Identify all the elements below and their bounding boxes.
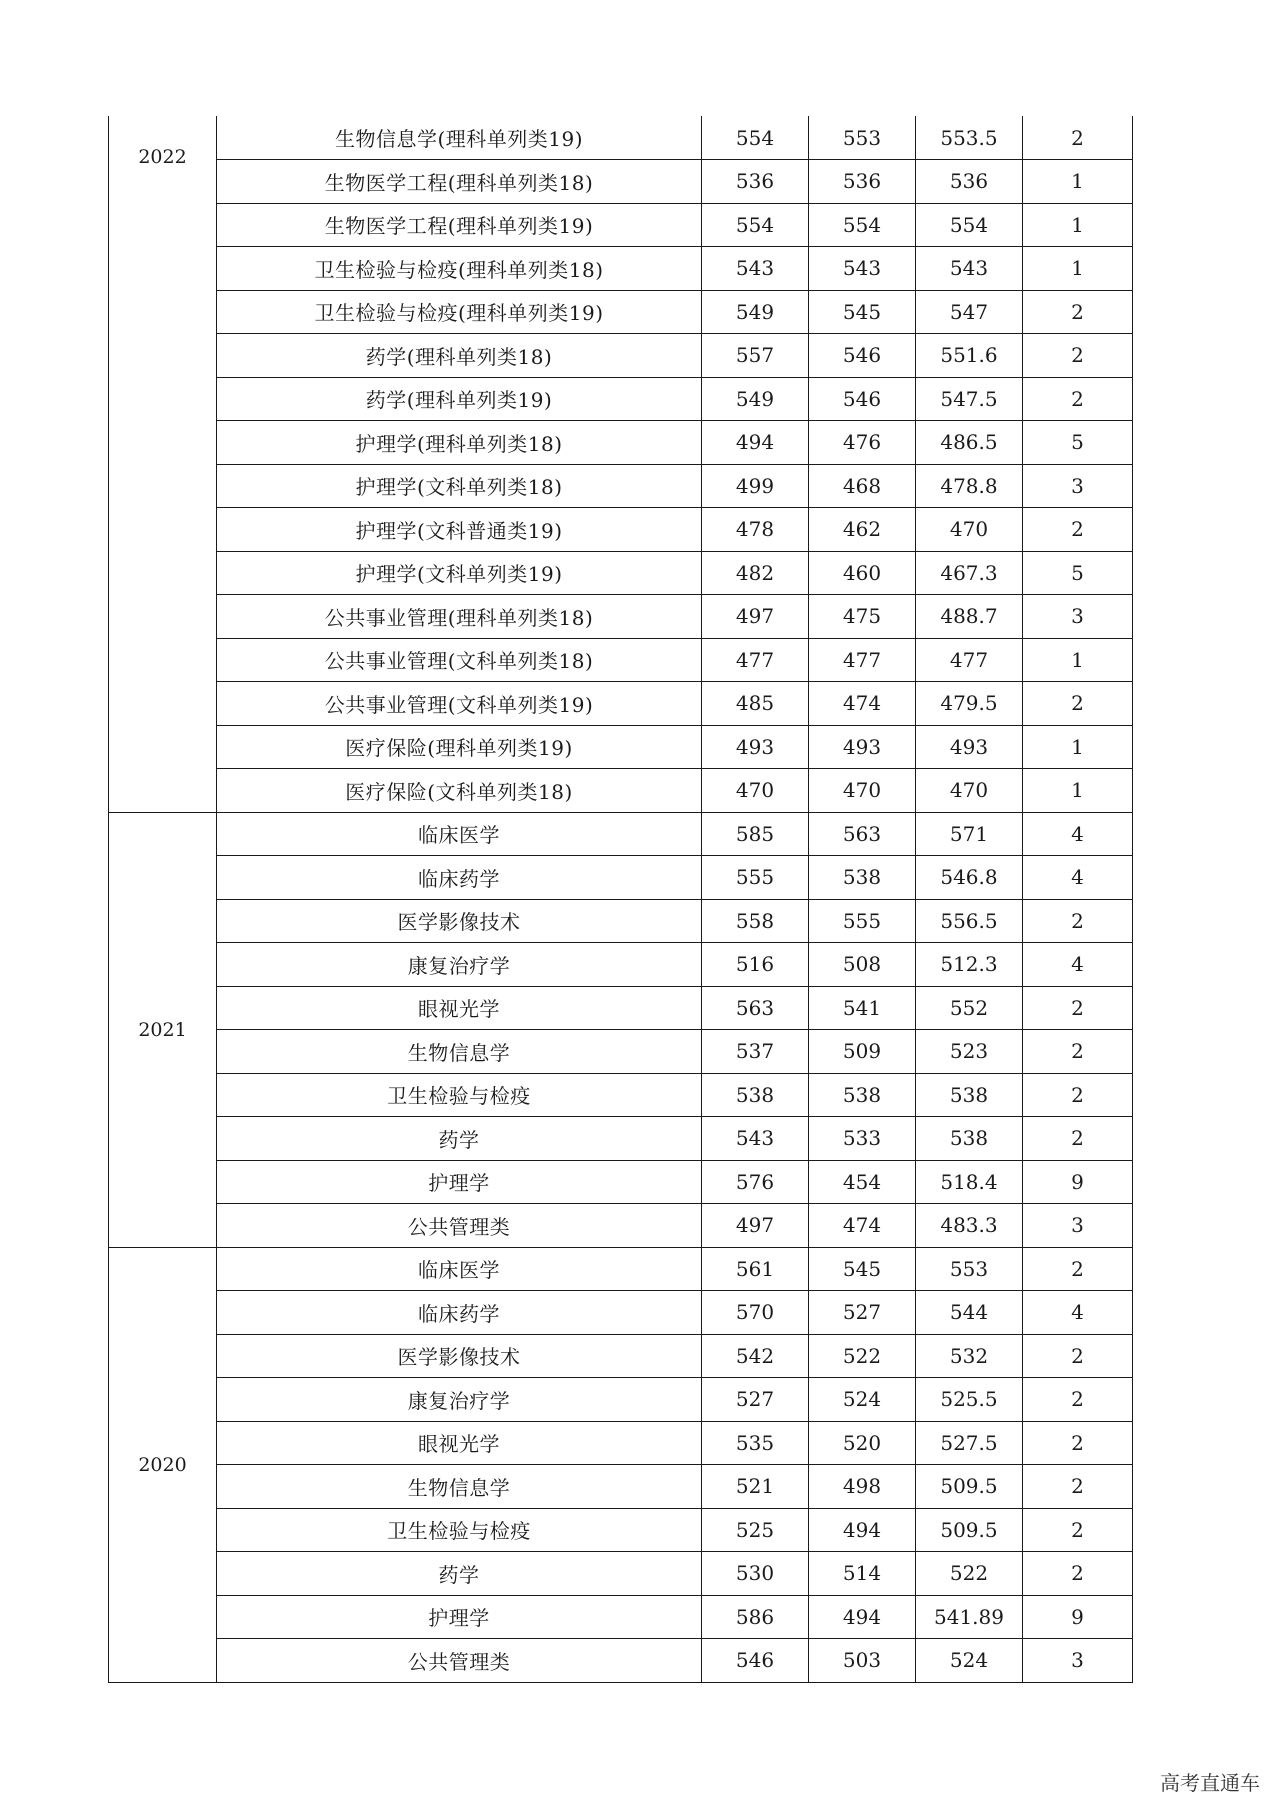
max-score: 549 <box>702 290 809 334</box>
max-score: 546 <box>702 1639 809 1683</box>
min-score: 468 <box>809 464 916 508</box>
min-score: 460 <box>809 551 916 595</box>
major-name: 医疗保险(理科单列类19) <box>217 725 702 769</box>
major-name: 医学影像技术 <box>217 1334 702 1378</box>
enrolled-count: 1 <box>1023 160 1133 204</box>
enrolled-count: 2 <box>1023 334 1133 378</box>
table-row <box>109 1247 1133 1291</box>
major-name: 生物医学工程(理科单列类19) <box>217 203 702 247</box>
major-name: 药学(理科单列类19) <box>217 377 702 421</box>
major-name: 临床药学 <box>217 1291 702 1335</box>
enrolled-count: 9 <box>1023 1160 1133 1204</box>
min-score: 508 <box>809 943 916 987</box>
avg-score: 527.5 <box>916 1421 1023 1465</box>
table-row <box>109 899 1133 943</box>
table-row <box>109 1552 1133 1596</box>
max-score: 543 <box>702 247 809 291</box>
max-score: 536 <box>702 160 809 204</box>
major-name: 医学影像技术 <box>217 899 702 943</box>
table-row <box>109 377 1133 421</box>
max-score: 586 <box>702 1595 809 1639</box>
enrolled-count: 5 <box>1023 421 1133 465</box>
table-row <box>109 1334 1133 1378</box>
avg-score: 556.5 <box>916 899 1023 943</box>
major-name: 康复治疗学 <box>217 1378 702 1422</box>
enrolled-count: 9 <box>1023 1595 1133 1639</box>
major-name: 卫生检验与检疫(理科单列类19) <box>217 290 702 334</box>
max-score: 477 <box>702 638 809 682</box>
major-name: 医疗保险(文科单列类18) <box>217 769 702 813</box>
table-row <box>109 247 1133 291</box>
major-name: 生物信息学(理科单列类19) <box>217 116 702 160</box>
table-row <box>109 1595 1133 1639</box>
max-score: 558 <box>702 899 809 943</box>
avg-score: 477 <box>916 638 1023 682</box>
min-score: 503 <box>809 1639 916 1683</box>
max-score: 542 <box>702 1334 809 1378</box>
min-score: 454 <box>809 1160 916 1204</box>
watermark: 高考直通车 <box>1160 1771 1260 1795</box>
major-name: 公共管理类 <box>217 1204 702 1248</box>
table-row <box>109 464 1133 508</box>
min-score: 546 <box>809 334 916 378</box>
major-name: 临床医学 <box>217 812 702 856</box>
avg-score: 536 <box>916 160 1023 204</box>
avg-score: 486.5 <box>916 421 1023 465</box>
min-score: 520 <box>809 1421 916 1465</box>
avg-score: 541.89 <box>916 1595 1023 1639</box>
max-score: 557 <box>702 334 809 378</box>
table-row <box>109 160 1133 204</box>
max-score: 527 <box>702 1378 809 1422</box>
min-score: 545 <box>809 290 916 334</box>
avg-score: 478.8 <box>916 464 1023 508</box>
min-score: 509 <box>809 1030 916 1074</box>
avg-score: 546.8 <box>916 856 1023 900</box>
max-score: 497 <box>702 595 809 639</box>
table-row <box>109 812 1133 856</box>
enrolled-count: 2 <box>1023 1421 1133 1465</box>
avg-score: 552 <box>916 986 1023 1030</box>
avg-score: 467.3 <box>916 551 1023 595</box>
max-score: 555 <box>702 856 809 900</box>
avg-score: 538 <box>916 1073 1023 1117</box>
min-score: 524 <box>809 1378 916 1422</box>
table-row <box>109 421 1133 465</box>
table-row <box>109 595 1133 639</box>
avg-score: 571 <box>916 812 1023 856</box>
enrolled-count: 2 <box>1023 899 1133 943</box>
enrolled-count: 4 <box>1023 856 1133 900</box>
enrolled-count: 5 <box>1023 551 1133 595</box>
min-score: 536 <box>809 160 916 204</box>
table-row <box>109 1465 1133 1509</box>
avg-score: 522 <box>916 1552 1023 1596</box>
major-name: 公共管理类 <box>217 1639 702 1683</box>
max-score: 521 <box>702 1465 809 1509</box>
table-row <box>109 551 1133 595</box>
avg-score: 518.4 <box>916 1160 1023 1204</box>
year-group <box>109 1247 1133 1682</box>
avg-score: 483.3 <box>916 1204 1023 1248</box>
major-name: 公共事业管理(理科单列类18) <box>217 595 702 639</box>
avg-score: 512.3 <box>916 943 1023 987</box>
major-name: 药学 <box>217 1117 702 1161</box>
enrolled-count: 2 <box>1023 116 1133 160</box>
table-row <box>109 769 1133 813</box>
min-score: 563 <box>809 812 916 856</box>
enrolled-count: 2 <box>1023 1030 1133 1074</box>
table-row <box>109 1160 1133 1204</box>
min-score: 494 <box>809 1508 916 1552</box>
enrolled-count: 2 <box>1023 1247 1133 1291</box>
enrolled-count: 3 <box>1023 595 1133 639</box>
max-score: 470 <box>702 769 809 813</box>
max-score: 537 <box>702 1030 809 1074</box>
min-score: 546 <box>809 377 916 421</box>
max-score: 494 <box>702 421 809 465</box>
major-name: 眼视光学 <box>217 986 702 1030</box>
avg-score: 547 <box>916 290 1023 334</box>
year-group <box>109 812 1133 1247</box>
min-score: 494 <box>809 1595 916 1639</box>
min-score: 527 <box>809 1291 916 1335</box>
enrolled-count: 2 <box>1023 1378 1133 1422</box>
min-score: 477 <box>809 638 916 682</box>
enrolled-count: 2 <box>1023 1117 1133 1161</box>
table-row <box>109 508 1133 552</box>
table-row <box>109 290 1133 334</box>
min-score: 498 <box>809 1465 916 1509</box>
avg-score: 524 <box>916 1639 1023 1683</box>
min-score: 476 <box>809 421 916 465</box>
enrolled-count: 2 <box>1023 1073 1133 1117</box>
table-row <box>109 1421 1133 1465</box>
major-name: 药学 <box>217 1552 702 1596</box>
table-row <box>109 116 1133 160</box>
enrolled-count: 2 <box>1023 986 1133 1030</box>
max-score: 570 <box>702 1291 809 1335</box>
major-name: 护理学(理科单列类18) <box>217 421 702 465</box>
avg-score: 544 <box>916 1291 1023 1335</box>
min-score: 545 <box>809 1247 916 1291</box>
table-row <box>109 1204 1133 1248</box>
enrolled-count: 1 <box>1023 769 1133 813</box>
table-row <box>109 1508 1133 1552</box>
major-name: 护理学(文科普通类19) <box>217 508 702 552</box>
avg-score: 509.5 <box>916 1465 1023 1509</box>
max-score: 530 <box>702 1552 809 1596</box>
max-score: 497 <box>702 1204 809 1248</box>
max-score: 543 <box>702 1117 809 1161</box>
year-cell: 2022 <box>109 116 217 812</box>
avg-score: 509.5 <box>916 1508 1023 1552</box>
enrolled-count: 1 <box>1023 725 1133 769</box>
enrolled-count: 4 <box>1023 1291 1133 1335</box>
enrolled-count: 4 <box>1023 812 1133 856</box>
max-score: 516 <box>702 943 809 987</box>
enrolled-count: 2 <box>1023 1552 1133 1596</box>
avg-score: 479.5 <box>916 682 1023 726</box>
year-group <box>109 116 1133 812</box>
table-row <box>109 1291 1133 1335</box>
table-row <box>109 1378 1133 1422</box>
max-score: 499 <box>702 464 809 508</box>
max-score: 554 <box>702 116 809 160</box>
avg-score: 553 <box>916 1247 1023 1291</box>
max-score: 549 <box>702 377 809 421</box>
enrolled-count: 1 <box>1023 638 1133 682</box>
avg-score: 523 <box>916 1030 1023 1074</box>
enrolled-count: 3 <box>1023 1204 1133 1248</box>
admission-score-table <box>108 116 1133 1683</box>
max-score: 482 <box>702 551 809 595</box>
major-name: 公共事业管理(文科单列类18) <box>217 638 702 682</box>
enrolled-count: 1 <box>1023 203 1133 247</box>
major-name: 护理学 <box>217 1595 702 1639</box>
major-name: 卫生检验与检疫 <box>217 1073 702 1117</box>
enrolled-count: 2 <box>1023 682 1133 726</box>
avg-score: 470 <box>916 769 1023 813</box>
major-name: 公共事业管理(文科单列类19) <box>217 682 702 726</box>
major-name: 生物医学工程(理科单列类18) <box>217 160 702 204</box>
min-score: 474 <box>809 682 916 726</box>
min-score: 475 <box>809 595 916 639</box>
avg-score: 543 <box>916 247 1023 291</box>
avg-score: 547.5 <box>916 377 1023 421</box>
table-row <box>109 682 1133 726</box>
table-row <box>109 334 1133 378</box>
enrolled-count: 2 <box>1023 1465 1133 1509</box>
major-name: 护理学(文科单列类18) <box>217 464 702 508</box>
enrolled-count: 4 <box>1023 943 1133 987</box>
max-score: 538 <box>702 1073 809 1117</box>
table-row <box>109 986 1133 1030</box>
avg-score: 553.5 <box>916 116 1023 160</box>
min-score: 541 <box>809 986 916 1030</box>
min-score: 538 <box>809 1073 916 1117</box>
enrolled-count: 3 <box>1023 464 1133 508</box>
table-row <box>109 638 1133 682</box>
major-name: 药学(理科单列类18) <box>217 334 702 378</box>
major-name: 生物信息学 <box>217 1030 702 1074</box>
max-score: 485 <box>702 682 809 726</box>
table-row <box>109 856 1133 900</box>
max-score: 561 <box>702 1247 809 1291</box>
avg-score: 525.5 <box>916 1378 1023 1422</box>
min-score: 474 <box>809 1204 916 1248</box>
max-score: 554 <box>702 203 809 247</box>
min-score: 522 <box>809 1334 916 1378</box>
major-name: 临床药学 <box>217 856 702 900</box>
avg-score: 554 <box>916 203 1023 247</box>
min-score: 493 <box>809 725 916 769</box>
table-row <box>109 1030 1133 1074</box>
avg-score: 551.6 <box>916 334 1023 378</box>
avg-score: 538 <box>916 1117 1023 1161</box>
enrolled-count: 3 <box>1023 1639 1133 1683</box>
min-score: 533 <box>809 1117 916 1161</box>
min-score: 555 <box>809 899 916 943</box>
max-score: 563 <box>702 986 809 1030</box>
enrolled-count: 2 <box>1023 377 1133 421</box>
enrolled-count: 1 <box>1023 247 1133 291</box>
max-score: 535 <box>702 1421 809 1465</box>
avg-score: 532 <box>916 1334 1023 1378</box>
avg-score: 470 <box>916 508 1023 552</box>
year-cell: 2021 <box>109 812 217 1247</box>
max-score: 525 <box>702 1508 809 1552</box>
min-score: 538 <box>809 856 916 900</box>
avg-score: 488.7 <box>916 595 1023 639</box>
enrolled-count: 2 <box>1023 1508 1133 1552</box>
min-score: 543 <box>809 247 916 291</box>
major-name: 卫生检验与检疫(理科单列类18) <box>217 247 702 291</box>
enrolled-count: 2 <box>1023 508 1133 552</box>
major-name: 临床医学 <box>217 1247 702 1291</box>
major-name: 卫生检验与检疫 <box>217 1508 702 1552</box>
table-row <box>109 1639 1133 1683</box>
table-row <box>109 203 1133 247</box>
min-score: 462 <box>809 508 916 552</box>
major-name: 生物信息学 <box>217 1465 702 1509</box>
table-row <box>109 943 1133 987</box>
max-score: 478 <box>702 508 809 552</box>
max-score: 585 <box>702 812 809 856</box>
table-row <box>109 1073 1133 1117</box>
min-score: 470 <box>809 769 916 813</box>
avg-score: 493 <box>916 725 1023 769</box>
major-name: 护理学 <box>217 1160 702 1204</box>
min-score: 553 <box>809 116 916 160</box>
max-score: 576 <box>702 1160 809 1204</box>
major-name: 眼视光学 <box>217 1421 702 1465</box>
table-row <box>109 1117 1133 1161</box>
max-score: 493 <box>702 725 809 769</box>
table-row <box>109 725 1133 769</box>
year-cell: 2020 <box>109 1247 217 1682</box>
enrolled-count: 2 <box>1023 1334 1133 1378</box>
min-score: 514 <box>809 1552 916 1596</box>
major-name: 康复治疗学 <box>217 943 702 987</box>
major-name: 护理学(文科单列类19) <box>217 551 702 595</box>
enrolled-count: 2 <box>1023 290 1133 334</box>
min-score: 554 <box>809 203 916 247</box>
